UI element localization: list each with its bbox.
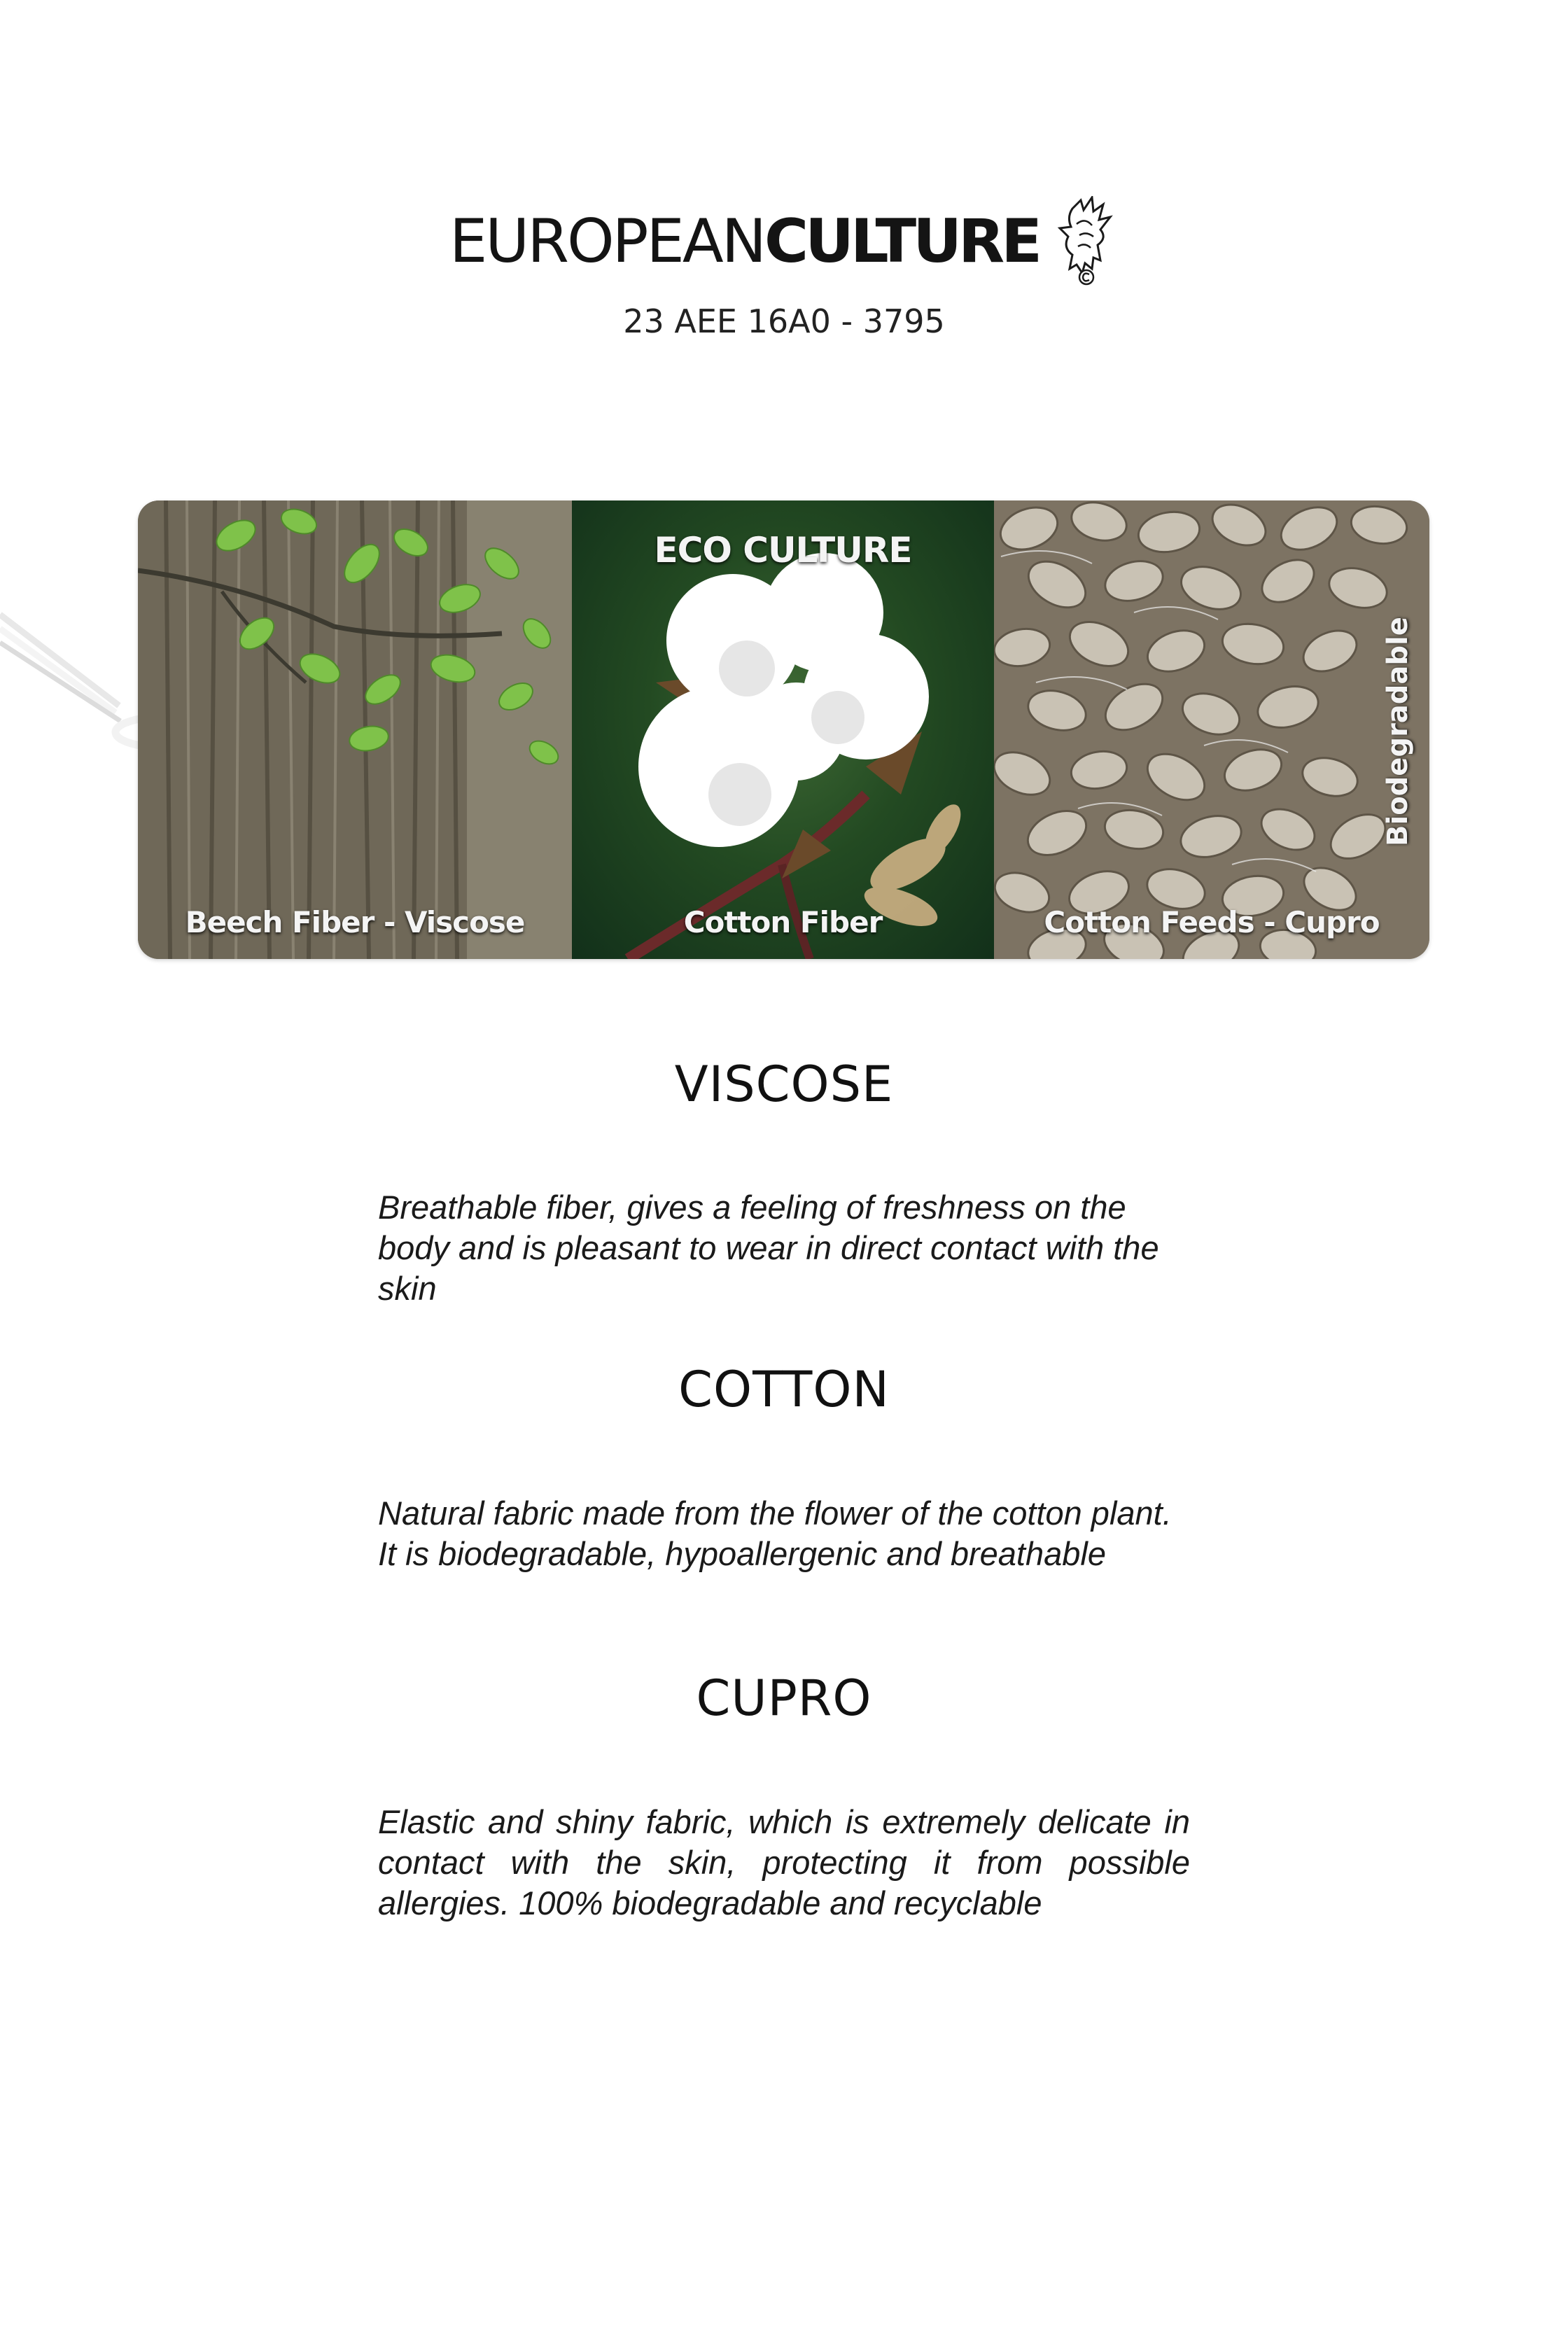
panel-caption-cupro: Cotton Feeds - Cupro <box>1044 905 1380 939</box>
brand-name-light: EUROPEAN <box>449 206 765 276</box>
hangtag <box>138 500 1429 959</box>
griffin-emblem-icon <box>1051 196 1119 287</box>
brand-logo <box>0 189 1568 294</box>
brand-name-bold: CULTURE <box>764 206 1040 276</box>
beech-fiber-panel <box>138 500 572 959</box>
brand-wordmark <box>449 206 1040 276</box>
cupro-description: Elastic and shiny fabric, which is extremely delicate in contact with the skin, protecting it from possible allergies. 100% biodegradable and recyclable <box>378 1803 1190 1921</box>
cotton-seeds-panel <box>994 500 1429 959</box>
viscose-description: Breathable fiber, gives a feeling of freshness on the body and is pleasant to wear in direct contact with the skin <box>378 1189 1159 1307</box>
cotton-heading: COTTON <box>678 1361 890 1418</box>
cotton-fiber-panel <box>572 500 994 959</box>
product-code: 23 AEE 16A0 - 3795 <box>623 302 945 340</box>
panel-caption-viscose: Beech Fiber - Viscose <box>185 905 525 939</box>
hangtag-image <box>0 490 1568 966</box>
panel-caption-cotton: Cotton Fiber <box>683 905 883 939</box>
cotton-seeds-icon <box>994 500 1429 959</box>
viscose-heading: VISCOSE <box>674 1056 894 1113</box>
cupro-heading: CUPRO <box>696 1670 872 1727</box>
beech-tree-icon <box>138 500 572 959</box>
biodegradable-label: Biodegradable <box>1382 617 1414 846</box>
cotton-description: Natural fabric made from the flower of the cotton plant. It is biodegradable, hypoallergenic and breathable <box>378 1494 1172 1572</box>
hangtag-title: ECO CULTURE <box>654 530 912 570</box>
